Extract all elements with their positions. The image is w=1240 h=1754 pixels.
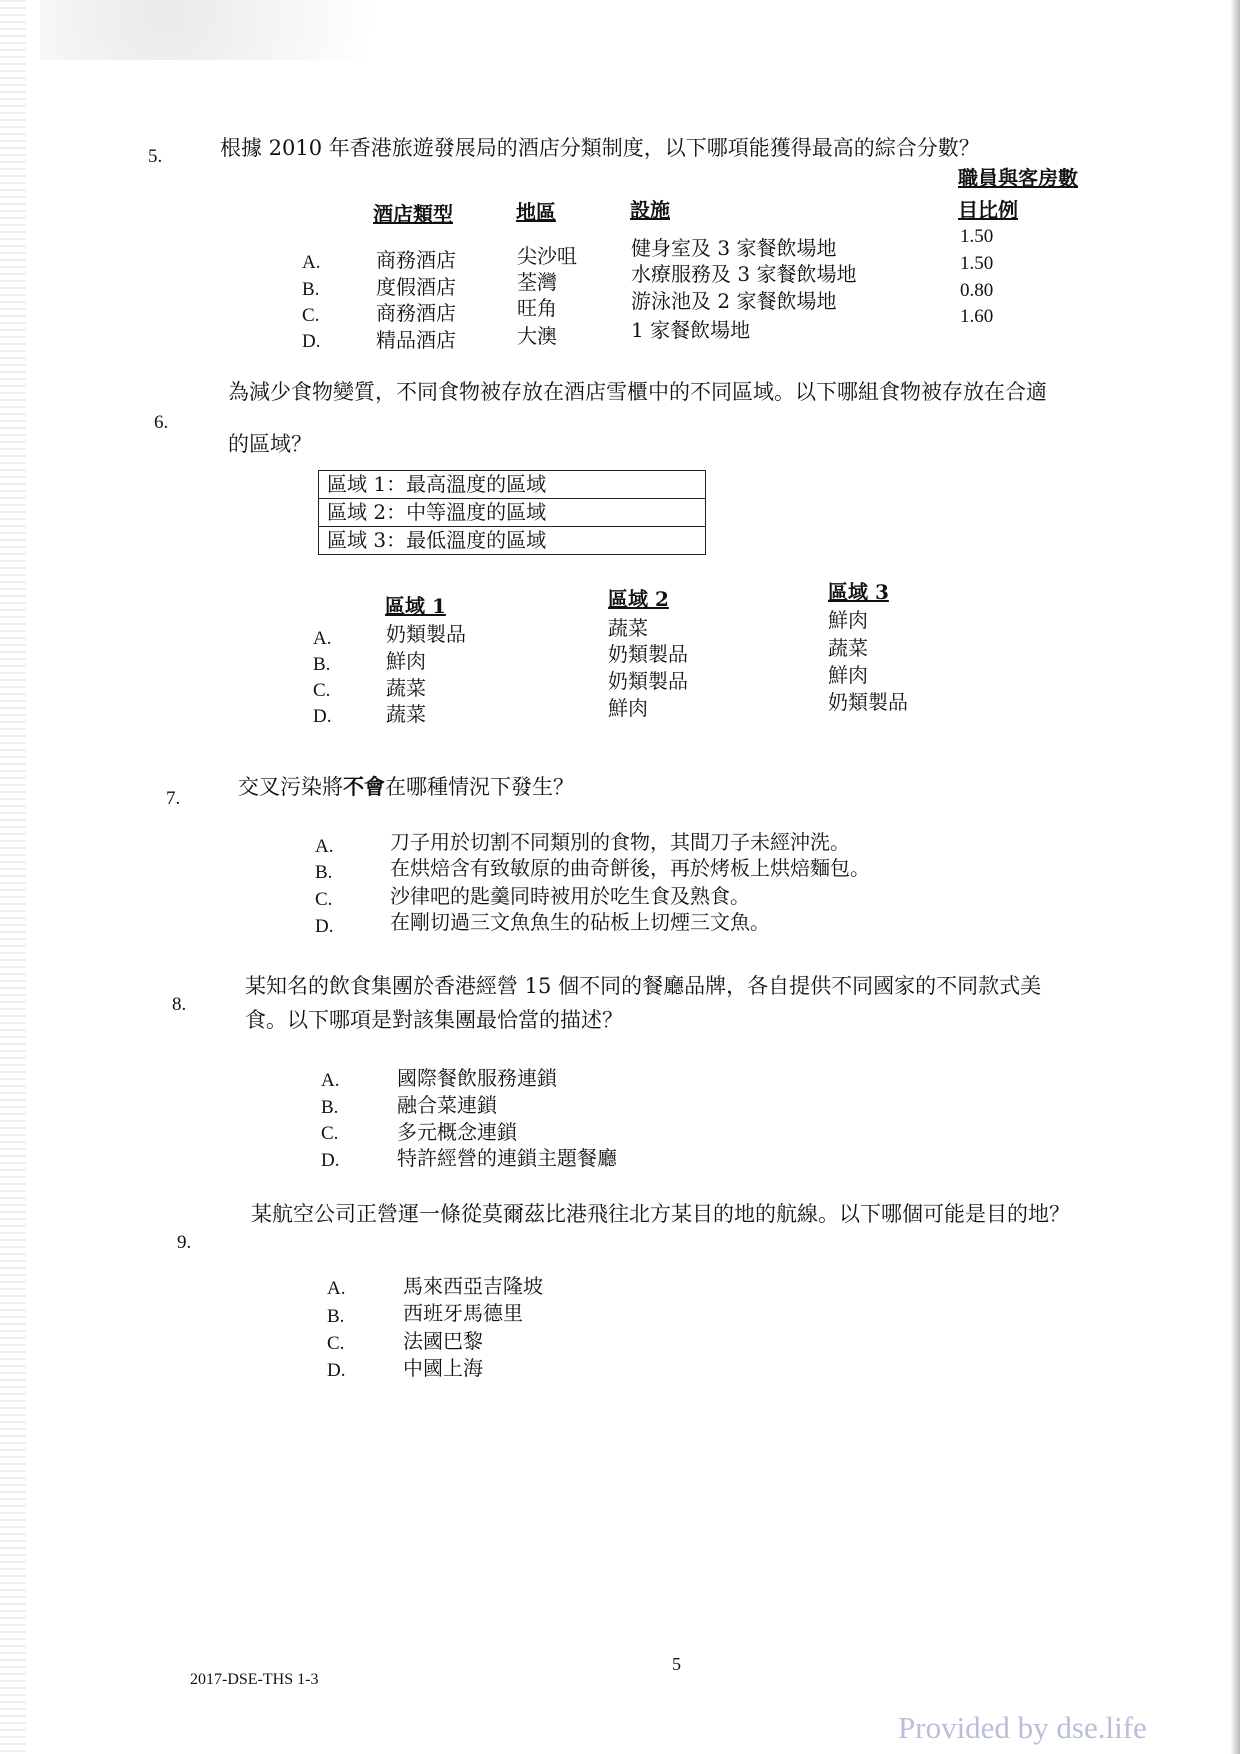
scan-noise-top	[40, 0, 460, 60]
option-hotel-type: 商務酒店	[376, 301, 456, 325]
option-text: 中國上海	[403, 1356, 483, 1380]
option-zone-1: 蔬菜	[386, 702, 426, 726]
scan-edge-left	[0, 0, 26, 1754]
header-district: 地區	[516, 200, 556, 224]
option-text: 在剛切過三文魚魚生的砧板上切煙三文魚。	[390, 910, 770, 934]
option-district: 尖沙咀	[517, 244, 577, 268]
option-ratio: 1.60	[960, 306, 994, 327]
header-ratio-line1: 職員與客房數	[958, 166, 1078, 190]
option-text: 國際餐飲服務連鎖	[397, 1066, 557, 1090]
option-text: 融合菜連鎖	[397, 1093, 497, 1117]
option-zone-1: 奶類製品	[386, 622, 466, 646]
option-letter: A.	[315, 836, 334, 857]
option-letter: D.	[302, 331, 321, 352]
option-zone-2: 蔬菜	[608, 616, 648, 640]
question-text: 某航空公司正營運一條從莫爾茲比港飛往北方某目的地的航線。以下哪個可能是目的地？	[251, 1202, 1070, 1226]
watermark: Provided by dse.life	[898, 1710, 1147, 1745]
option-letter: D.	[321, 1150, 340, 1171]
option-letter: C.	[321, 1123, 339, 1144]
option-text: 馬來西亞吉隆坡	[403, 1274, 543, 1298]
option-ratio: 1.50	[960, 253, 994, 274]
question-text-part: 交叉污染將	[238, 775, 343, 799]
option-letter: A.	[313, 628, 332, 649]
option-zone-2: 奶類製品	[608, 669, 688, 693]
question-text-line2: 食。以下哪項是對該集團最恰當的描述？	[245, 1008, 623, 1032]
question-number: 9.	[177, 1232, 192, 1253]
question-text: 根據 2010 年香港旅遊發展局的酒店分類制度，以下哪項能獲得最高的綜合分數？	[220, 136, 980, 160]
option-text: 沙律吧的匙羹同時被用於吃生食及熟食。	[390, 884, 750, 908]
option-letter: C.	[315, 889, 333, 910]
paper-code: 2017-DSE-THS 1-3	[190, 1671, 319, 1688]
option-district: 旺角	[517, 296, 557, 320]
header-ratio-line2: 目比例	[958, 198, 1018, 222]
option-zone-3: 奶類製品	[828, 690, 908, 714]
header-zone-1: 區域 1	[385, 594, 446, 618]
option-hotel-type: 精品酒店	[376, 328, 456, 352]
question-text-line1: 某知名的飲食集團於香港經營 15 個不同的餐廳品牌，各自提供不同國家的不同款式美	[245, 974, 1042, 998]
question-text-emphasis: 不會	[343, 774, 385, 799]
option-letter: C.	[302, 305, 320, 326]
option-text: 刀子用於切割不同類別的食物，其間刀子未經沖洗。	[390, 830, 850, 854]
zone-legend-box	[318, 470, 706, 555]
option-zone-3: 鮮肉	[828, 608, 868, 632]
header-facilities: 設施	[630, 198, 670, 222]
zone-legend-row: 區域 1：最高溫度的區域	[319, 471, 705, 499]
option-zone-2: 鮮肉	[608, 696, 648, 720]
option-letter: C.	[327, 1333, 345, 1354]
option-letter: B.	[313, 654, 331, 675]
option-text: 特許經營的連鎖主題餐廳	[397, 1146, 617, 1170]
option-letter: D.	[313, 706, 332, 727]
zone-legend-row: 區域 2：中等溫度的區域	[319, 499, 705, 527]
question-number: 6.	[154, 412, 169, 433]
option-district: 大澳	[517, 324, 557, 348]
option-text: 法國巴黎	[403, 1329, 483, 1353]
question-number: 8.	[172, 994, 187, 1015]
header-hotel-type: 酒店類型	[373, 202, 453, 226]
zone-legend-row: 區域 3：最低溫度的區域	[327, 528, 547, 552]
header-zone-2: 區域 2	[608, 587, 669, 611]
option-letter: C.	[313, 680, 331, 701]
question-text-line1: 為減少食物變質，不同食物被存放在酒店雪櫃中的不同區域。以下哪組食物被存放在合適	[228, 380, 1047, 404]
option-facilities: 1 家餐飲場地	[631, 318, 751, 342]
option-letter: B.	[302, 279, 320, 300]
header-zone-3: 區域 3	[828, 580, 889, 604]
option-facilities: 水療服務及 3 家餐飲場地	[631, 262, 857, 286]
question-number: 5.	[148, 146, 163, 167]
option-district: 荃灣	[517, 270, 557, 294]
option-zone-1: 蔬菜	[386, 676, 426, 700]
option-letter: D.	[327, 1360, 346, 1381]
page-number: 5	[672, 1654, 681, 1674]
option-letter: A.	[327, 1278, 346, 1299]
option-letter: B.	[327, 1306, 345, 1327]
option-letter: A.	[302, 252, 321, 273]
question-text-part: 在哪種情況下發生？	[385, 775, 574, 799]
question-text-line2: 的區域？	[228, 432, 312, 456]
option-hotel-type: 度假酒店	[376, 275, 456, 299]
option-text: 在烘焙含有致敏原的曲奇餅後，再於烤板上烘焙麵包。	[390, 856, 870, 880]
option-ratio: 1.50	[960, 226, 994, 247]
option-zone-3: 鮮肉	[828, 663, 868, 687]
option-zone-1: 鮮肉	[386, 649, 426, 673]
option-text: 多元概念連鎖	[397, 1120, 517, 1144]
option-letter: B.	[315, 862, 333, 883]
option-zone-2: 奶類製品	[608, 642, 688, 666]
option-text: 西班牙馬德里	[403, 1301, 523, 1325]
option-letter: A.	[321, 1070, 340, 1091]
question-text	[238, 772, 574, 802]
option-facilities: 游泳池及 2 家餐飲場地	[631, 289, 837, 313]
option-zone-3: 蔬菜	[828, 636, 868, 660]
option-ratio: 0.80	[960, 280, 994, 301]
option-letter: B.	[321, 1097, 339, 1118]
option-hotel-type: 商務酒店	[376, 248, 456, 272]
option-letter: D.	[315, 916, 334, 937]
scan-edge-right	[1230, 0, 1240, 1754]
option-facilities: 健身室及 3 家餐飲場地	[631, 236, 837, 260]
question-number: 7.	[166, 788, 181, 809]
